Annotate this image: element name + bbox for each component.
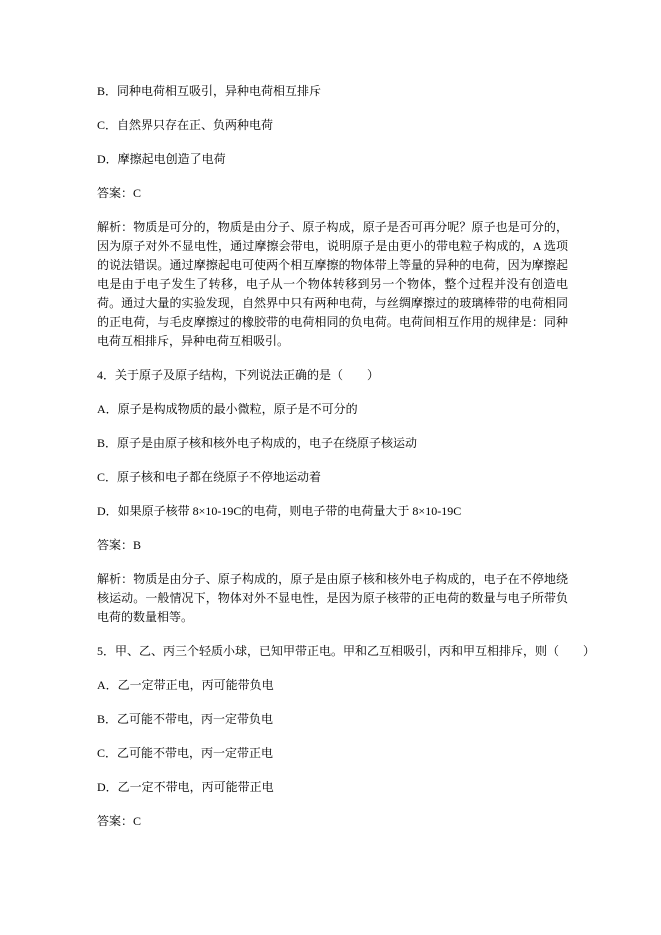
question-4-stem: 4．关于原子及原子结构，下列说法正确的是（ ）: [97, 368, 380, 382]
question-4-block: [97, 366, 568, 627]
question-4-answer: 答案：B: [97, 538, 142, 552]
question-5-block: [97, 642, 596, 831]
question-4-option-c: C．原子核和电子都在绕原子不停地运动着: [97, 470, 322, 484]
question-3-analysis: 解析：物质是可分的，物质是由分子、原子构成，原子是否可再分呢？原子也是可分的，因为原子对外不显电性，通过摩擦会带电，说明原子是由更小的带电粒子构成的，A 选项的说法错误。通过摩擦起电可使两个相互摩擦的物体带上等量的异种的电荷，因为摩擦起电是由于电子发生了转移，电子从一个物体转移到另一个物体，整个过程并没有创造电荷。通过大量的实验发现，自然界中只有两种电荷，与丝绸摩擦过的玻璃棒带的电荷相同的正电荷，与毛皮摩擦过的橡胶带的电荷相同的负电荷。电荷间相互作用的规律是：同种电荷互相排斥，异种电荷互相吸引。: [97, 220, 568, 348]
question-5-option-a: A．乙一定带正电，丙可能带负电: [97, 678, 274, 692]
question-3-answer: 答案：C: [97, 186, 142, 200]
question-5-option-c: C．乙可能不带电，丙一定带正电: [97, 746, 274, 760]
question-3-option-b: B．同种电荷相互吸引，异种电荷相互排斥: [97, 84, 322, 98]
question-4-option-a: A．原子是构成物质的最小微粒，原子是不可分的: [97, 402, 358, 416]
question-5-stem: 5．甲、乙、丙三个轻质小球，已知甲带正电。甲和乙互相吸引，丙和甲互相排斥，则（ ）: [97, 644, 596, 658]
question-4-analysis: 解析：物质是由分子、原子构成的，原子是由原子核和核外电子构成的，电子在不停地绕核运动。一般情况下，物体对外不显电性，是因为原子核带的正电荷的数量与电子所带负电荷的数量相等。: [97, 572, 568, 624]
question-3-option-d: D．摩擦起电创造了电荷: [97, 152, 226, 166]
question-4-option-d: D．如果原子核带 8×10-19C的电荷，则电子带的电荷量大于 8×10-19C: [97, 504, 462, 518]
question-3-block: [97, 82, 568, 351]
question-5-option-b: B．乙可能不带电，丙一定带负电: [97, 712, 274, 726]
question-3-option-c: C．自然界只存在正、负两种电荷: [97, 118, 274, 132]
question-5-answer: 答案：C: [97, 814, 142, 828]
question-4-option-b: B．原子是由原子核和核外电子构成的，电子在绕原子核运动: [97, 436, 418, 450]
question-5-option-d: D．乙一定不带电，丙可能带正电: [97, 780, 274, 794]
